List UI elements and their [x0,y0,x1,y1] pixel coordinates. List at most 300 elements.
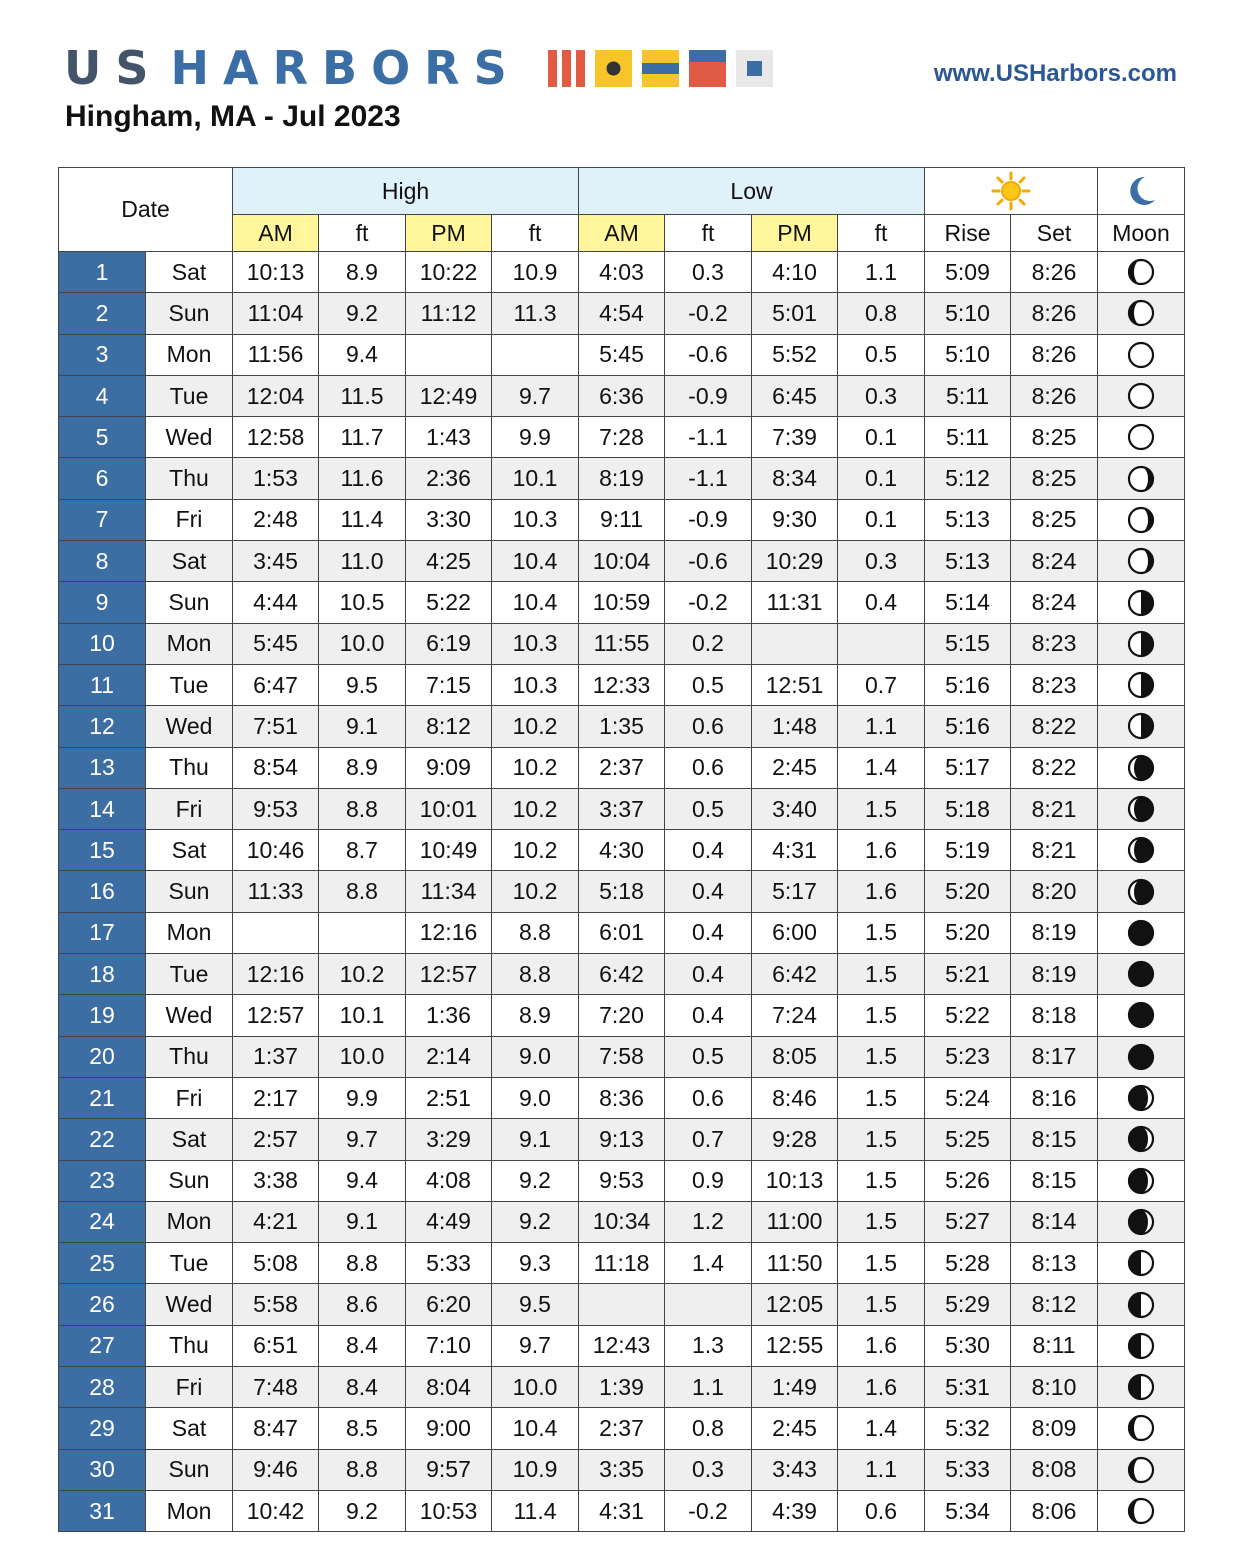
high-am-height: 10.5 [319,582,406,623]
sunset-time: 8:14 [1011,1201,1098,1242]
low-pm-height: 0.5 [838,334,925,375]
low-pm-height: 0.4 [838,582,925,623]
low-am-time: 10:04 [579,541,665,582]
weekday: Tue [146,1243,233,1284]
day-number: 21 [59,1077,146,1118]
high-am-height: 10.0 [319,1036,406,1077]
logo-harbors-text: HARBORS [170,41,521,95]
high-am-time: 9:53 [233,788,319,829]
sunset-time: 8:23 [1011,664,1098,705]
high-pm-time: 5:33 [406,1243,492,1284]
high-pm-time: 2:14 [406,1036,492,1077]
day-number: 23 [59,1160,146,1201]
sunrise-time: 5:24 [925,1077,1011,1118]
high-pm-height: 8.8 [492,912,579,953]
weekday: Mon [146,912,233,953]
low-pm-time: 11:31 [752,582,838,623]
low-am-time: 11:18 [579,1243,665,1284]
high-pm-time: 2:51 [406,1077,492,1118]
high-pm-time: 11:12 [406,293,492,334]
moon-phase-icon [1126,588,1156,618]
sunrise-time: 5:11 [925,375,1011,416]
low-am-height: 1.3 [665,1325,752,1366]
day-number: 19 [59,995,146,1036]
weekday: Fri [146,788,233,829]
moon-phase-icon [1126,505,1156,535]
moon-phase-icon [1126,1042,1156,1072]
high-pm-height: 10.2 [492,830,579,871]
low-am-height: -0.2 [665,582,752,623]
sunset-time: 8:06 [1011,1490,1098,1531]
low-pm-height: 1.5 [838,1119,925,1160]
low-am-time: 5:18 [579,871,665,912]
day-number: 22 [59,1119,146,1160]
high-pm-time: 6:20 [406,1284,492,1325]
low-pm-height [838,623,925,664]
low-am-time [579,1284,665,1325]
high-am-height: 11.0 [319,541,406,582]
moon-phase-cell [1098,582,1185,623]
low-pm-height: 1.5 [838,1160,925,1201]
high-am-height: 8.8 [319,1449,406,1490]
high-pm-time: 5:22 [406,582,492,623]
high-am-height: 8.9 [319,747,406,788]
high-am-time: 11:33 [233,871,319,912]
high-am-height: 9.4 [319,334,406,375]
moon-phase-cell [1098,334,1185,375]
low-pm-time: 7:24 [752,995,838,1036]
low-pm-time: 1:49 [752,1367,838,1408]
crescent-moon-icon [1124,174,1158,208]
header-low-am-ft: ft [665,215,752,252]
header-moon-label: Moon [1098,215,1185,252]
low-am-height [665,1284,752,1325]
high-am-height: 11.5 [319,375,406,416]
low-am-time: 9:11 [579,499,665,540]
high-pm-time: 4:49 [406,1201,492,1242]
day-number: 30 [59,1449,146,1490]
low-am-height: 0.6 [665,706,752,747]
high-am-time: 2:48 [233,499,319,540]
high-pm-time: 12:57 [406,954,492,995]
weekday: Mon [146,1490,233,1531]
sunset-time: 8:24 [1011,541,1098,582]
table-row [59,1119,1185,1160]
low-am-time: 4:30 [579,830,665,871]
high-am-height [319,912,406,953]
low-pm-height: 1.1 [838,1449,925,1490]
high-am-time: 2:17 [233,1077,319,1118]
sunrise-time: 5:13 [925,541,1011,582]
high-am-time: 12:16 [233,954,319,995]
table-row [59,1284,1185,1325]
day-number: 31 [59,1490,146,1531]
high-am-time: 12:57 [233,995,319,1036]
sunrise-time: 5:30 [925,1325,1011,1366]
low-am-height: -0.9 [665,499,752,540]
sunrise-time: 5:20 [925,912,1011,953]
low-am-height: 0.4 [665,954,752,995]
day-number: 9 [59,582,146,623]
high-pm-height: 10.2 [492,747,579,788]
moon-phase-icon [1126,835,1156,865]
weekday: Thu [146,747,233,788]
header-moon [1098,168,1185,215]
high-pm-height [492,334,579,375]
sunrise-time: 5:22 [925,995,1011,1036]
low-am-time: 7:58 [579,1036,665,1077]
sunrise-time: 5:16 [925,664,1011,705]
low-am-time: 2:37 [579,1408,665,1449]
sunrise-time: 5:31 [925,1367,1011,1408]
low-pm-height: 1.5 [838,912,925,953]
sunrise-time: 5:21 [925,954,1011,995]
moon-phase-cell [1098,499,1185,540]
low-pm-height: 0.1 [838,458,925,499]
high-pm-height: 8.9 [492,995,579,1036]
low-pm-time: 12:05 [752,1284,838,1325]
high-pm-time: 7:15 [406,664,492,705]
moon-phase-cell [1098,458,1185,499]
moon-phase-icon [1126,1455,1156,1485]
low-am-height: 0.6 [665,1077,752,1118]
low-pm-time: 2:45 [752,1408,838,1449]
moon-phase-icon [1126,1083,1156,1113]
low-am-height: 0.5 [665,788,752,829]
high-am-height: 8.8 [319,788,406,829]
sunrise-time: 5:13 [925,499,1011,540]
low-am-time: 9:53 [579,1160,665,1201]
weekday: Sat [146,1408,233,1449]
high-pm-time: 9:00 [406,1408,492,1449]
low-pm-time: 3:43 [752,1449,838,1490]
low-am-time: 7:28 [579,417,665,458]
low-pm-time: 4:31 [752,830,838,871]
high-pm-time: 9:09 [406,747,492,788]
high-am-time: 10:13 [233,252,319,293]
high-pm-time: 7:10 [406,1325,492,1366]
moon-phase-cell [1098,1490,1185,1531]
high-am-time: 6:51 [233,1325,319,1366]
header-sunrise: Rise [925,215,1011,252]
moon-phase-icon [1126,1290,1156,1320]
moon-phase-cell [1098,623,1185,664]
weekday: Fri [146,499,233,540]
low-am-time: 3:35 [579,1449,665,1490]
sunrise-time: 5:15 [925,623,1011,664]
table-row [59,1449,1185,1490]
sunrise-time: 5:33 [925,1449,1011,1490]
low-am-height: -1.1 [665,458,752,499]
table-row [59,1243,1185,1284]
flag-red-white-stripes-icon [548,50,585,87]
sunrise-time: 5:16 [925,706,1011,747]
moon-phase-cell [1098,995,1185,1036]
high-am-time: 1:37 [233,1036,319,1077]
low-am-time: 9:13 [579,1119,665,1160]
high-pm-height: 10.3 [492,499,579,540]
high-pm-time: 8:04 [406,1367,492,1408]
high-pm-height: 10.4 [492,541,579,582]
table-row [59,664,1185,705]
table-row [59,871,1185,912]
header-low-pm: PM [752,215,838,252]
day-number: 20 [59,1036,146,1077]
nautical-flags-logo [548,50,773,87]
high-pm-time: 2:36 [406,458,492,499]
flag-blue-red-icon [689,50,726,87]
low-pm-time: 11:50 [752,1243,838,1284]
moon-phase-cell [1098,706,1185,747]
high-am-time: 7:51 [233,706,319,747]
moon-phase-icon [1126,1166,1156,1196]
low-pm-height: 1.4 [838,1408,925,1449]
high-pm-time: 12:49 [406,375,492,416]
sunrise-time: 5:27 [925,1201,1011,1242]
high-pm-height: 9.3 [492,1243,579,1284]
day-number: 14 [59,788,146,829]
table-row [59,541,1185,582]
low-pm-height: 1.6 [838,1367,925,1408]
low-pm-height: 1.5 [838,1243,925,1284]
low-pm-time: 7:39 [752,417,838,458]
table-row [59,1036,1185,1077]
moon-phase-cell [1098,1325,1185,1366]
header-high-pm: PM [406,215,492,252]
high-pm-time: 10:22 [406,252,492,293]
table-row [59,417,1185,458]
sunrise-time: 5:32 [925,1408,1011,1449]
sunrise-time: 5:17 [925,747,1011,788]
weekday: Sun [146,582,233,623]
low-pm-height: 1.5 [838,1036,925,1077]
sunset-time: 8:24 [1011,582,1098,623]
day-number: 1 [59,252,146,293]
day-number: 27 [59,1325,146,1366]
sunrise-time: 5:10 [925,293,1011,334]
moon-phase-cell [1098,293,1185,334]
sunset-time: 8:21 [1011,788,1098,829]
high-am-height: 9.4 [319,1160,406,1201]
high-am-time: 5:08 [233,1243,319,1284]
low-am-time: 8:19 [579,458,665,499]
table-row [59,1408,1185,1449]
low-am-height: 0.4 [665,871,752,912]
high-pm-time: 12:16 [406,912,492,953]
sunrise-time: 5:14 [925,582,1011,623]
low-pm-height: 0.1 [838,417,925,458]
high-am-time: 4:21 [233,1201,319,1242]
sunrise-time: 5:19 [925,830,1011,871]
low-pm-time: 8:46 [752,1077,838,1118]
weekday: Sun [146,871,233,912]
sunset-time: 8:25 [1011,417,1098,458]
low-am-time: 2:37 [579,747,665,788]
low-am-height: -0.6 [665,334,752,375]
low-pm-height: 1.1 [838,252,925,293]
high-pm-height: 9.2 [492,1160,579,1201]
low-pm-time: 5:52 [752,334,838,375]
moon-phase-icon [1126,257,1156,287]
high-pm-time [406,334,492,375]
moon-phase-icon [1126,794,1156,824]
moon-phase-cell [1098,1036,1185,1077]
low-pm-height: 1.5 [838,954,925,995]
weekday: Mon [146,623,233,664]
high-am-height: 11.4 [319,499,406,540]
day-number: 10 [59,623,146,664]
sunset-time: 8:15 [1011,1119,1098,1160]
low-am-height: 0.3 [665,1449,752,1490]
sunset-time: 8:11 [1011,1325,1098,1366]
high-am-height: 8.4 [319,1325,406,1366]
high-pm-height: 8.8 [492,954,579,995]
day-number: 5 [59,417,146,458]
sunrise-time: 5:29 [925,1284,1011,1325]
high-am-height: 8.6 [319,1284,406,1325]
sunset-time: 8:26 [1011,293,1098,334]
low-am-time: 1:39 [579,1367,665,1408]
moon-phase-cell [1098,830,1185,871]
moon-phase-cell [1098,417,1185,458]
weekday: Mon [146,334,233,375]
moon-phase-cell [1098,788,1185,829]
high-am-time [233,912,319,953]
low-am-height: -0.9 [665,375,752,416]
high-pm-height: 10.9 [492,1449,579,1490]
table-row [59,582,1185,623]
table-row [59,706,1185,747]
table-row [59,912,1185,953]
moon-phase-icon [1126,629,1156,659]
day-number: 25 [59,1243,146,1284]
low-am-time: 11:55 [579,623,665,664]
header-sun [925,168,1098,215]
high-pm-height: 10.2 [492,871,579,912]
day-number: 2 [59,293,146,334]
weekday: Sun [146,1160,233,1201]
header-high-am-ft: ft [319,215,406,252]
low-am-time: 10:34 [579,1201,665,1242]
low-pm-time: 4:39 [752,1490,838,1531]
sunrise-time: 5:25 [925,1119,1011,1160]
high-pm-height: 9.7 [492,375,579,416]
low-pm-height: 0.3 [838,541,925,582]
high-pm-height: 10.9 [492,252,579,293]
high-am-time: 6:47 [233,664,319,705]
moon-phase-icon [1126,340,1156,370]
moon-phase-cell [1098,1160,1185,1201]
table-row [59,954,1185,995]
high-pm-height: 9.5 [492,1284,579,1325]
low-pm-height: 1.5 [838,1201,925,1242]
sun-icon [991,171,1031,211]
low-pm-time: 6:45 [752,375,838,416]
low-pm-height: 1.5 [838,1077,925,1118]
low-pm-time: 6:00 [752,912,838,953]
high-pm-time: 4:25 [406,541,492,582]
high-am-time: 10:46 [233,830,319,871]
moon-phase-icon [1126,1372,1156,1402]
sunset-time: 8:19 [1011,954,1098,995]
header-high-pm-ft: ft [492,215,579,252]
moon-phase-icon [1126,464,1156,494]
low-am-height: 0.5 [665,1036,752,1077]
day-number: 4 [59,375,146,416]
sunset-time: 8:25 [1011,458,1098,499]
website-link[interactable]: www.USHarbors.com [933,60,1177,87]
low-am-height: 0.3 [665,252,752,293]
low-am-height: 0.4 [665,995,752,1036]
sunset-time: 8:08 [1011,1449,1098,1490]
sunrise-time: 5:11 [925,417,1011,458]
high-pm-time: 10:49 [406,830,492,871]
low-pm-time: 9:30 [752,499,838,540]
moon-phase-icon [1126,1000,1156,1030]
low-pm-height: 0.6 [838,1490,925,1531]
high-pm-time: 6:19 [406,623,492,664]
high-pm-height: 10.0 [492,1367,579,1408]
high-am-time: 12:58 [233,417,319,458]
moon-phase-cell [1098,375,1185,416]
table-row [59,334,1185,375]
day-number: 13 [59,747,146,788]
high-pm-time: 10:01 [406,788,492,829]
high-pm-time: 3:30 [406,499,492,540]
weekday: Tue [146,664,233,705]
moon-phase-icon [1126,670,1156,700]
high-pm-time: 11:34 [406,871,492,912]
weekday: Wed [146,706,233,747]
header-date: Date [59,168,233,252]
day-number: 29 [59,1408,146,1449]
tide-table [58,167,1185,1532]
low-pm-time: 1:48 [752,706,838,747]
low-am-height: -1.1 [665,417,752,458]
sunrise-time: 5:10 [925,334,1011,375]
high-am-height: 10.1 [319,995,406,1036]
moon-phase-cell [1098,1077,1185,1118]
weekday: Mon [146,1201,233,1242]
low-am-height: 0.5 [665,664,752,705]
sunset-time: 8:22 [1011,706,1098,747]
weekday: Sat [146,252,233,293]
table-row [59,1160,1185,1201]
moon-phase-icon [1126,877,1156,907]
table-row [59,623,1185,664]
high-am-height: 10.2 [319,954,406,995]
moon-phase-icon [1126,1248,1156,1278]
header-high-am: AM [233,215,319,252]
weekday: Tue [146,375,233,416]
low-am-height: 1.1 [665,1367,752,1408]
sunrise-time: 5:23 [925,1036,1011,1077]
table-row [59,1367,1185,1408]
sunrise-time: 5:34 [925,1490,1011,1531]
sunrise-time: 5:28 [925,1243,1011,1284]
low-pm-time: 3:40 [752,788,838,829]
weekday: Wed [146,995,233,1036]
high-am-height: 9.5 [319,664,406,705]
high-pm-height: 10.4 [492,582,579,623]
moon-phase-cell [1098,1243,1185,1284]
day-number: 15 [59,830,146,871]
low-pm-height: 0.3 [838,375,925,416]
low-pm-height: 1.4 [838,747,925,788]
flag-yellow-dot-icon [595,50,632,87]
low-pm-height: 1.1 [838,706,925,747]
high-am-height: 9.2 [319,293,406,334]
